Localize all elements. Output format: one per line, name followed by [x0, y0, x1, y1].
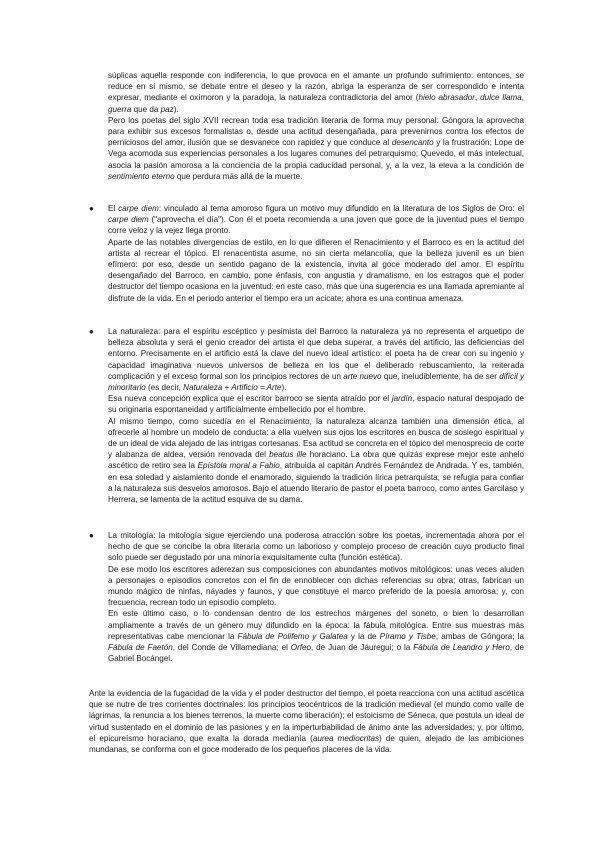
text-run: La mitología: la mitología sigue ejerciendo una poderosa atracción sobre los poetas, incrementada ahora por el hecho de que se concibe la obra literaria como un laborioso y complejo proceso de creación cuyo producto final solo puede ser degustado por una minoría exquisitamente culta (función estética).: [108, 531, 524, 563]
italic-text: desencanto: [391, 138, 434, 148]
italic-text: sentimiento eterno: [108, 171, 175, 181]
italic-text: guerra: [108, 104, 132, 114]
italic-text: carpe diem: [118, 204, 159, 213]
text-run: horaciano. La obra que quizás exprese mejor este anhelo ascético de retiro sea la: [108, 450, 524, 471]
text-run: y la de: [347, 631, 380, 641]
text-run: , espacio natural despojado de su originaria espontaneidad y artificialmente embellecido por el hombre.: [108, 394, 525, 415]
text-run: Aparte de las notables divergencias de estilo, en lo que difieren el Renacimiento y el Barroco es en la actitud del artista al recrear el tópico. El renacentista asume, no sin cierta melancolía, que la belleza juvenil es un bien efímero: por eso, desde un sentido pagano de la existencia, invita al goce moderado del amor. El espíritu desengañado del Barroco, en cambio, pone énfasis, con angustia y dramatismo, en los estragos que el poder destructor del tiempo ocasiona en la juventud: en este caso, más que una sugerencia es una llamada apremiante al disfrute de la vida. En el periodo anterior el tiempo era un acicate; ahora es una continua amenaza.: [108, 237, 524, 303]
text-run: ,: [474, 93, 481, 103]
paragraph: [108, 237, 524, 304]
block-naturaleza: [108, 326, 524, 505]
paragraph: [108, 393, 524, 415]
italic-text: carpe diem: [108, 215, 149, 225]
text-run: ,: [521, 93, 525, 103]
italic-text: Fábula de Polifemo y Galatea: [237, 631, 348, 641]
text-run: Ante la evidencia de la fugacidad de la vida y el poder destructor del tiempo, el poeta reacciona con una actitud ascética que se nutre de tres corrientes doctrinales: los principios teocéntricos de la tradición medieval (el mundo como valle de lágrimas, la renuncia a los bienes terrenos, la muerte como liberación); el estoicismo de Séneca, que postula un ideal de virtud sustentado en el dominio de las pasiones y en la imperturbabilidad de ánimo ante las adversidades; y, por último, el epicureísmo horaciano, que exalta la dorada medianía (: [89, 689, 524, 743]
italic-text: jardín: [391, 394, 413, 404]
bullet-icon: ●: [89, 531, 94, 540]
text-run: súplicas aquella responde con indiferencia, lo que provoca en el amante un profundo sufrimiento: entonces, se reduce en sí mismo, se debate entre el deseo y la razón, abriga la esperanza de ser correspondido e intenta expresar, mediante el oxímoron y la paradoja, la naturaleza contradictoria del amor (: [108, 71, 524, 103]
paragraph: [108, 564, 524, 609]
italic-text: Fábula de Faetón: [108, 643, 173, 653]
text-run: que da: [131, 104, 161, 114]
paragraph: [108, 416, 524, 506]
paragraph: [108, 115, 524, 182]
paragraph: [108, 530, 524, 564]
text-run: ).: [173, 104, 179, 114]
block-love-continuation: [108, 70, 524, 182]
text-run: Al mismo tiempo, como sucedía en el Renacimiento, la naturaleza alcanza también una dimensión ética, al ofrecerle al hombre un modelo de conducta: a ella vuelven sus ojos los escritores en busca de sosiego espiritual y de un ideal de vida alejado de las intrigas cortesanas. Esa actitud se concreta en el tópico del menosprecio de corte y alabanza de aldea, versión renovada del: [108, 416, 524, 460]
text-run: , de Juan de Jáuregui; o la: [311, 643, 414, 653]
closing-paragraph: [89, 688, 524, 755]
text-run: (es decir,: [145, 383, 184, 393]
italic-text: arte nuevo: [343, 371, 382, 381]
block-mitologia: [108, 530, 524, 664]
italic-text: aurea mediocritas: [312, 733, 380, 743]
text-run: ).: [281, 383, 287, 393]
text-run: , atribuida al capitán Andrés Fernández de Andrada. Y es, también, en esa soledad y aislamiento donde el enamorado, siguiendo la tradición lírica petrarquista, se refugia para confiar a la naturaleza sus desvelos amorosos. Bajo el atuendo literario de pastor el poeta barroco, como antes Garcilaso y Herrera, se lamenta de la actitud esquiva de su dama.: [108, 461, 524, 505]
text-run: En este último caso, o lo condensan dentro de los estrechos márgenes del soneto, o bien lo desarrollan ampliamente a través de un género muy difundido en la época: la fábula mitológica. Entre sus muestras más representativas cabe mencionar la: [108, 609, 524, 641]
italic-text: Orfeo: [290, 643, 312, 653]
paragraph: [89, 688, 524, 755]
italic-text: dulce llama: [480, 93, 522, 103]
paragraph: [108, 70, 524, 115]
text-run: Pero los poetas del siglo XVII recrean toda esa tradición literaria de forma muy personal: Góngora la aprovecha para exhibir sus excesos formalistas o, desde una actitud desengañada, para prevenirnos contra los efectos de perniciosos del amor, ilusión que se desvanece con rapidez y que conduce al: [108, 115, 524, 148]
text-run: que, ineludiblemente, ha de ser: [381, 371, 500, 381]
paragraph: [108, 608, 524, 664]
text-run: ("aprovecha el día"). Con él el poeta recomienda a una joven que goce de la juventud pues el tiempo corre veloz y la vejez llega pronto.: [108, 215, 524, 236]
text-run: Esa nueva concepción explica que el escritor barroco se sienta atraído por el: [108, 394, 392, 404]
paragraph: [108, 203, 524, 237]
italic-text: hielo abrasador: [418, 93, 475, 103]
text-run: y la frustración; Lope de Vega acomoda sus experiencias personales a los lugares comunes del petrarquismo; Quevedo, el más intelectual, asocia la pasión amorosa a la conciencia de la propia caducidad personal, y, a la vez, la eleva a la condición de: [108, 138, 524, 170]
italic-text: Fábula de Leandro y Hero: [413, 643, 510, 653]
text-run: , de Gabriel Bocángel.: [108, 643, 524, 664]
block-carpe-diem: [108, 203, 524, 304]
text-run: : vinculado al tema amoroso figura un motivo muy difundido en la literatura de los Siglos de Oro: el: [158, 204, 525, 213]
text-run: La naturaleza: para el espíritu escéptico y pesimista del Barroco la naturaleza ya no representa el arquetipo de belleza absoluta y será el genio creador del artista el que deba superar, a través del artificio, las deficiencias del entorno. Precisamente en el artificio está la clave del nuevo ideal artístico: el poeta ha de crear con su ingenio y capacidad imaginativa nuevos universos de belleza en los que el deliberado rebuscamiento, la reiterada complicación y el exceso formal son los principios rectores de un: [108, 327, 524, 381]
text-run: que perdura más allá de la muerte.: [174, 171, 303, 181]
bullet-icon: ●: [89, 327, 94, 336]
bullet-icon: ●: [89, 204, 94, 213]
paragraph: [108, 326, 524, 393]
italic-text: beatus ille: [269, 450, 307, 460]
text-run: , ambas de Góngora; la: [435, 631, 524, 641]
italic-text: Epístola moral a Fabio: [197, 461, 280, 471]
italic-text: paz: [160, 104, 174, 114]
italic-text: Píramo y Tisbe: [379, 631, 436, 641]
italic-text: Naturaleza + Artificio = Arte: [183, 383, 282, 393]
text-run: De ese modo los escritores aderezan sus composiciones con abundantes motivos mitológicos: unas veces aluden a personajes o episodios concretos con el fin de ennoblecer con dichas referencias su obra; otras, fabrican un mundo mágico de ninfas, náyades y faunos, y que constituye el marco preferido de la poesía amorosa; y, con frecuencia, recrean todo un episodio completo.: [108, 564, 524, 608]
text-run: ) de quien, alejado de las ambiciones mundanas, se conforma con el goce moderado de los pequeños placeres de la vida.: [89, 733, 524, 755]
text-run: El: [108, 204, 119, 213]
italic-text: difícil y minoritario: [108, 371, 524, 393]
text-run: , del Conde de Villamediana; el: [172, 643, 291, 653]
